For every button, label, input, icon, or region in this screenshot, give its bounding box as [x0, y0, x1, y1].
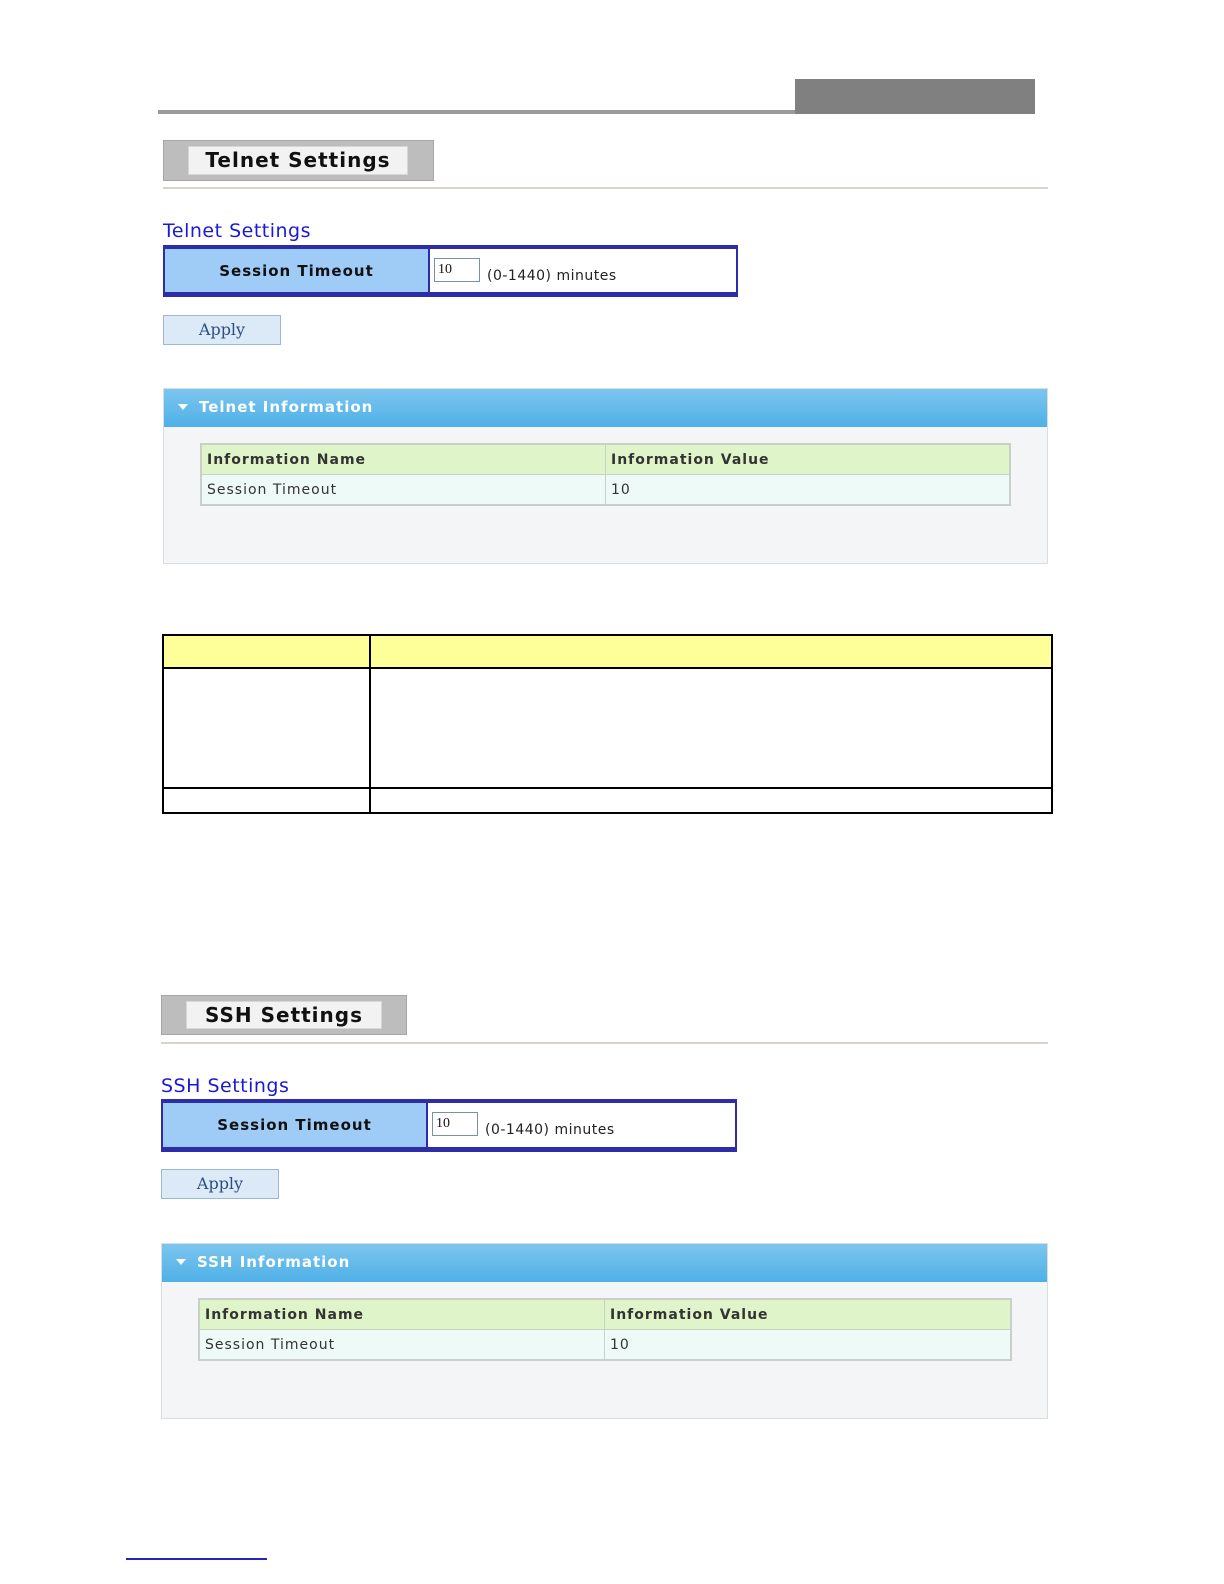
collapse-triangle-icon — [176, 1259, 186, 1265]
ssh-banner — [161, 995, 407, 1035]
telnet-session-timeout-row — [163, 245, 738, 297]
telnet-information-panel — [163, 388, 1048, 564]
description-cell — [163, 668, 370, 789]
page-header-rule — [158, 110, 796, 114]
table-cell: 10 — [605, 1330, 1012, 1361]
telnet-apply-button[interactable]: Apply — [163, 315, 281, 345]
ssh-information-title: SSH Information — [197, 1253, 351, 1271]
column-header: Information Value — [606, 444, 1011, 475]
telnet-section-rule — [163, 187, 1048, 189]
table-cell: 10 — [606, 475, 1011, 506]
collapse-triangle-icon — [178, 404, 188, 410]
table-row — [201, 475, 1010, 506]
table-row — [199, 1330, 1011, 1361]
telnet-section-title: Telnet Settings — [163, 220, 311, 242]
description-cell — [370, 788, 1052, 813]
telnet-banner-title: Telnet Settings — [188, 146, 408, 175]
ssh-section-title: SSH Settings — [161, 1075, 290, 1097]
telnet-information-header[interactable] — [164, 389, 1047, 427]
description-header-cell — [370, 635, 1052, 668]
telnet-information-table — [200, 443, 1011, 506]
ssh-information-panel — [161, 1243, 1048, 1419]
column-header: Information Value — [605, 1299, 1012, 1330]
description-header-cell — [163, 635, 370, 668]
ssh-banner-title: SSH Settings — [186, 1001, 382, 1029]
ssh-session-timeout-label: Session Timeout — [163, 1103, 428, 1147]
telnet-information-title: Telnet Information — [199, 398, 374, 416]
page-header-block — [795, 79, 1035, 114]
telnet-session-timeout-input[interactable]: 10 — [434, 258, 480, 282]
table-cell: Session Timeout — [199, 1330, 605, 1361]
footer-link-underline — [126, 1558, 267, 1560]
telnet-session-timeout-label: Session Timeout — [165, 249, 430, 292]
description-row — [163, 668, 1052, 789]
column-header: Information Name — [199, 1299, 605, 1330]
description-table — [162, 634, 1053, 814]
description-cell — [370, 668, 1052, 789]
ssh-session-timeout-hint: (0-1440) minutes — [485, 1122, 615, 1138]
ssh-session-timeout-input[interactable]: 10 — [432, 1112, 478, 1136]
ssh-section-rule — [161, 1042, 1048, 1044]
ssh-information-header[interactable] — [162, 1244, 1047, 1282]
table-header-row — [199, 1299, 1011, 1330]
description-row — [163, 788, 1052, 813]
ssh-apply-button[interactable]: Apply — [161, 1169, 279, 1199]
table-header-row — [201, 444, 1010, 475]
telnet-session-timeout-hint: (0-1440) minutes — [487, 268, 617, 284]
ssh-information-table — [198, 1298, 1012, 1361]
table-cell: Session Timeout — [201, 475, 606, 506]
ssh-session-timeout-row — [161, 1099, 737, 1152]
telnet-banner — [163, 140, 434, 181]
description-header-row — [163, 635, 1052, 668]
column-header: Information Name — [201, 444, 606, 475]
description-cell — [163, 788, 370, 813]
